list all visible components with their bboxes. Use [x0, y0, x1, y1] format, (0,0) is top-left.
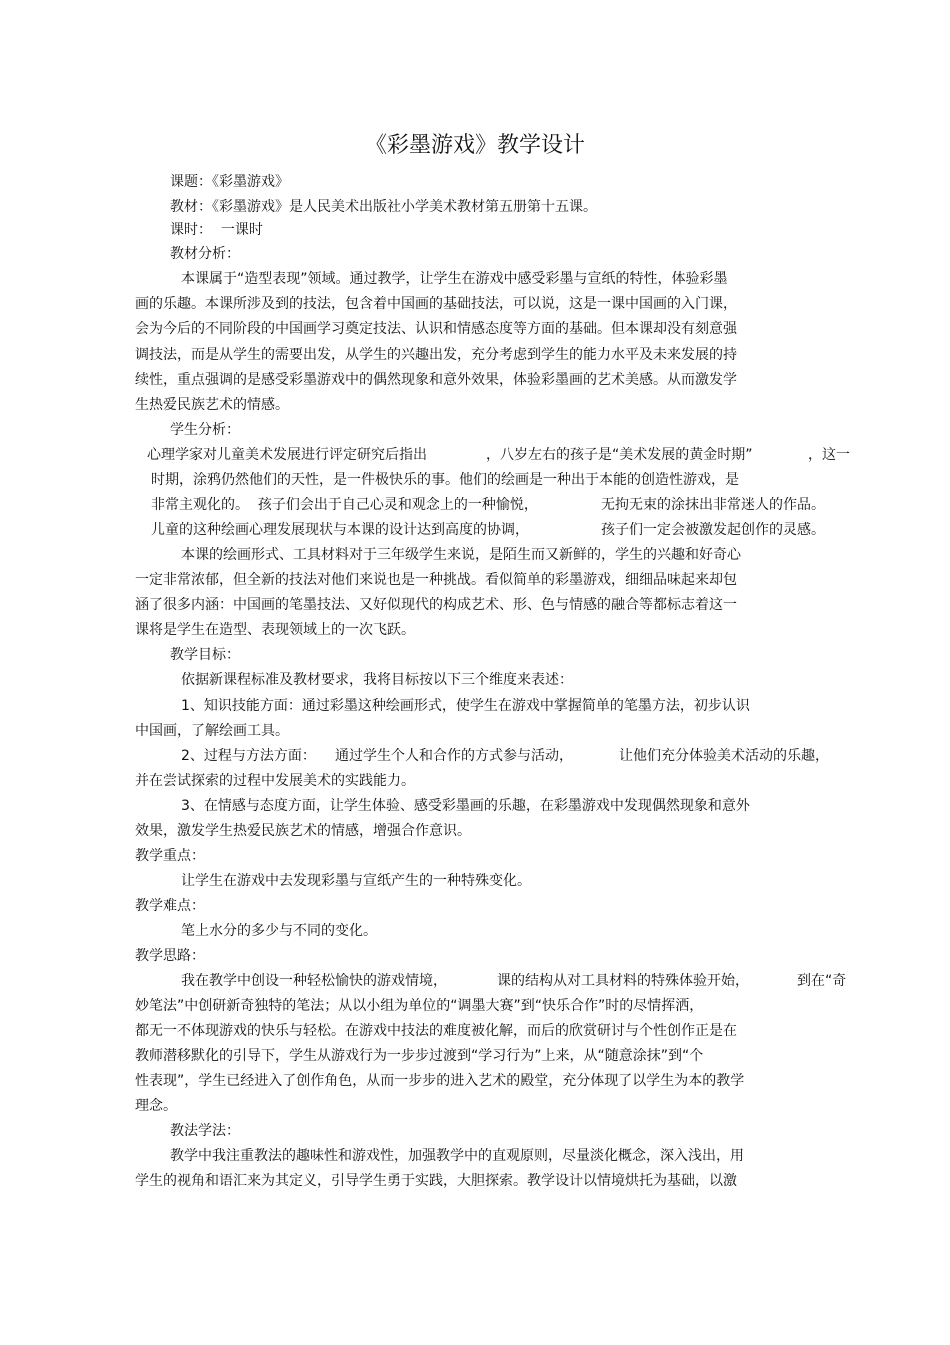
- text-segment: 心理学家对儿童美术发展进行评定研究后指出: [147, 447, 427, 463]
- text-segment: ，这一: [808, 447, 850, 463]
- section-heading: 教材分析：: [170, 246, 240, 262]
- text-line: 课将是学生在造型、表现领域上的一次飞跃。: [135, 622, 415, 638]
- text-line: 依据新课程标准及教材要求，我将目标按以下三个维度来表述：: [181, 672, 573, 688]
- text-line: 会为今后的不同阶段的中国画学习奠定技法、认识和情感态度等方面的基础。但本课却没有刻意强: [135, 321, 737, 337]
- text-line: 教师潜移默化的引导下，学生从游戏行为一步步过渡到“学习行为”上来，从“随意涂抹”到“个: [135, 1048, 704, 1064]
- text-segment: 孩子们一定会被激发起创作的灵感。: [601, 522, 825, 538]
- text-line: 教学中我注重教法的趣味性和游戏性，加强教学中的直观原则，尽量淡化概念，深入浅出，用: [170, 1148, 744, 1164]
- text-line: 理念。: [135, 1098, 177, 1114]
- text-line: 学生的视角和语汇来为其定义，引导学生勇于实践，大胆探索。教学设计以情境烘托为基础，以激: [135, 1173, 737, 1189]
- section-heading: 学生分析：: [170, 422, 240, 438]
- text-line: 1、知识技能方面：通过彩墨这种绘画形式，使学生在游戏中掌握简单的笔墨方法，初步认识: [181, 698, 750, 714]
- text-line: 妙笔法”中创研新奇独特的笔法；从以小组为单位的“调墨大赛”到“快乐合作”时的尽情挥洒，: [135, 998, 704, 1014]
- text-segment: 到在“奇: [797, 973, 847, 989]
- text-line: 教材：《彩墨游戏》是人民美术出版社小学美术教材第五册第十五课。: [170, 199, 597, 215]
- text-segment: 通过学生个人和合作的方式参与活动，: [335, 748, 573, 764]
- text-line: 调技法，而是从学生的需要出发，从学生的兴趣出发，充分考虑到学生的能力水平及未来发展的持: [135, 347, 737, 363]
- text-line: 时期，涂鸦仍然他们的天性，是一件极快乐的事。他们的绘画是一种出于本能的创造性游戏，是: [151, 472, 739, 488]
- section-heading: 教学重点：: [135, 848, 205, 864]
- text-segment: 儿童的这种绘画心理发展现状与本课的设计达到高度的协调，: [151, 522, 529, 538]
- section-heading: 教学思路：: [135, 948, 205, 964]
- text-line: 课时： 一课时: [170, 222, 263, 238]
- text-line: 课题：《彩墨游戏》: [170, 174, 289, 190]
- text-line: 笔上水分的多少与不同的变化。: [181, 923, 377, 939]
- text-segment: 2、过程与方法方面：: [181, 748, 316, 764]
- text-line: 画的乐趣。本课所涉及到的技法，包含着中国画的基础技法，可以说，这是一课中国画的入门课，: [135, 296, 737, 312]
- text-line: 让学生在游戏中去发现彩墨与宣纸产生的一种特殊变化。: [181, 873, 531, 889]
- text-segment: 我在教学中创设一种轻松愉快的游戏情境，: [181, 973, 447, 989]
- text-line: 并在尝试探索的过程中发展美术的实践能力。: [135, 773, 415, 789]
- text-line: 本课的绘画形式、工具材料对于三年级学生来说，是陌生而又新鲜的，学生的兴趣和好奇心: [181, 547, 741, 563]
- section-heading: 教法学法：: [170, 1123, 240, 1139]
- text-line: 续性，重点强调的是感受彩墨游戏中的偶然现象和意外效果，体验彩墨画的艺术美感。从而激发学: [135, 372, 737, 388]
- text-segment: ，八岁左右的孩子是“美术发展的黄金时期”: [486, 447, 753, 463]
- text-line: 效果，激发学生热爱民族艺术的情感，增强合作意识。: [135, 823, 471, 839]
- text-line: 涵了很多内涵：中国画的笔墨技法、又好似现代的构成艺术、形、色与情感的融合等都标志着这一: [135, 597, 737, 613]
- document-title: 《彩墨游戏》教学设计: [364, 133, 585, 158]
- text-line: 3、在情感与态度方面，让学生体验、感受彩墨画的乐趣，在彩墨游戏中发现偶然现象和意外: [181, 798, 750, 814]
- text-line: 一定非常浓郁，但全新的技法对他们来说也是一种挑战。看似简单的彩墨游戏，细细品味起来却包: [135, 572, 737, 588]
- text-line: 生热爱民族艺术的情感。: [135, 397, 289, 413]
- section-heading: 教学难点：: [135, 898, 205, 914]
- text-segment: 非常主观化的。 孩子们会出于自己心灵和观念上的一种愉悦，: [151, 497, 538, 513]
- text-segment: 无拘无束的涂抹出非常迷人的作品。: [601, 497, 825, 513]
- text-line: 本课属于“造型表现”领域。通过教学，让学生在游戏中感受彩墨与宣纸的特性，体验彩墨: [181, 271, 728, 287]
- section-heading: 教学目标：: [170, 647, 240, 663]
- text-line: 中国画，了解绘画工具。: [135, 723, 289, 739]
- text-line: 性表现”，学生已经进入了创作角色，从而一步步的进入艺术的殿堂，充分体现了以学生为本的教学: [135, 1073, 745, 1089]
- text-segment: 让他们充分体验美术活动的乐趣，: [619, 748, 829, 764]
- text-line: 都无一不体现游戏的快乐与轻松。在游戏中技法的难度被化解，而后的欣赏研讨与个性创作正是在: [135, 1023, 737, 1039]
- text-segment: 课的结构从对工具材料的特殊体验开始，: [497, 973, 749, 989]
